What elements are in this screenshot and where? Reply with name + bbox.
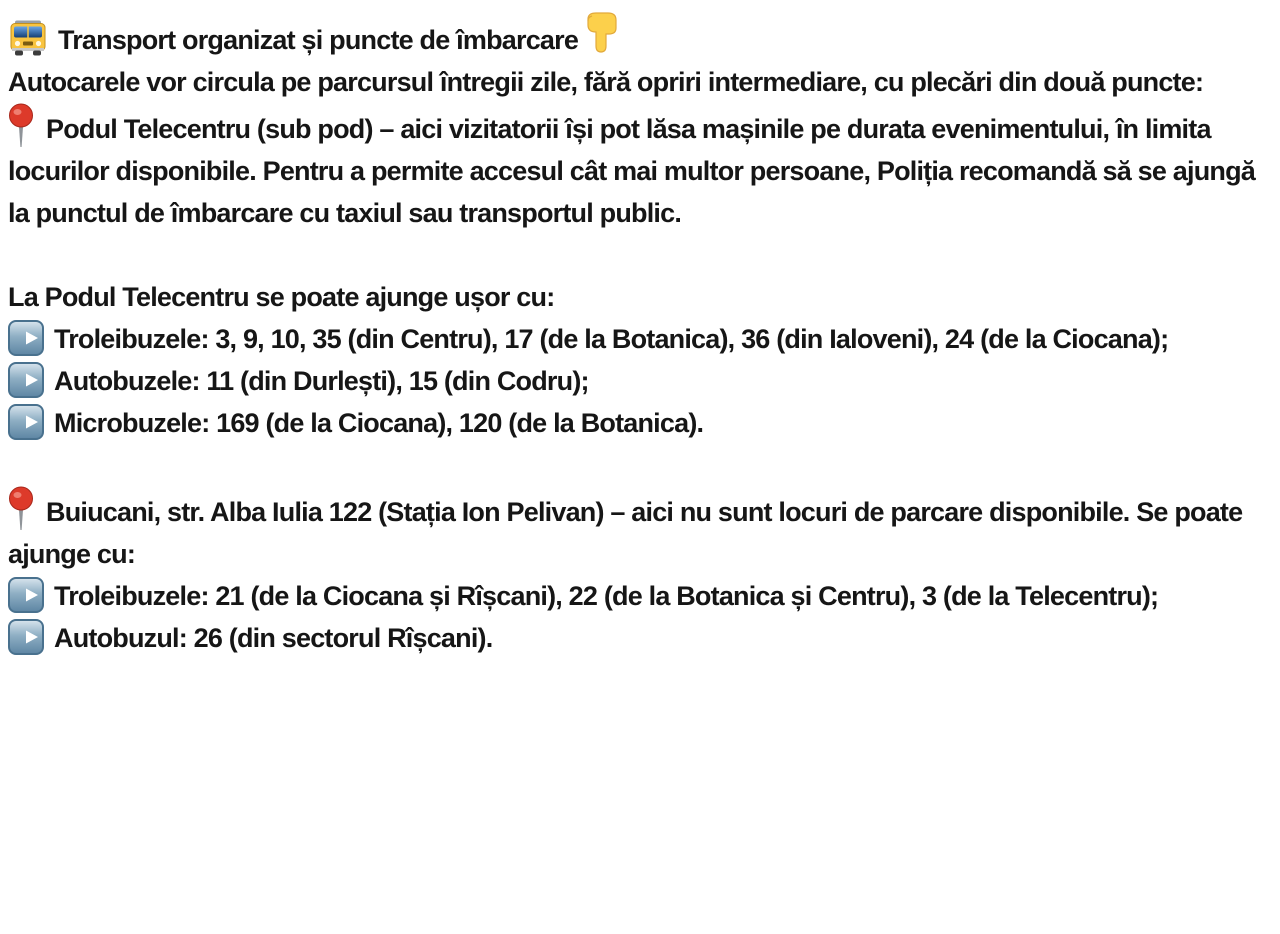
oncoming-bus-icon: [8, 20, 48, 56]
location-1-text: Podul Telecentru (sub pod) – aici vizitatorii își pot lăsa mașinile pe durata evenimentului, în limita locurilor disponibile. Pentru a permite accesul cât mai multor persoane, Poliția recomandă să se ajungă la punctul de îmbarcare cu taxiul sau transportul public.: [8, 114, 1256, 228]
route-text: Autobuzele: 11 (din Durlești), 15 (din Codru);: [54, 366, 589, 396]
route-item: [8, 617, 1270, 659]
location-1-paragraph: [8, 103, 1270, 234]
location-2-text: Buiucani, str. Alba Iulia 122 (Stația Ion Pelivan) – aici nu sunt locuri de parcare disponibile. Se poate ajunge cu:: [8, 497, 1243, 569]
route-item: [8, 318, 1270, 360]
route-text: Troleibuzele: 21 (de la Ciocana și Rîșcani), 22 (de la Botanica și Centru), 3 (de la Telecentru);: [54, 581, 1159, 611]
route-item: [8, 402, 1270, 444]
route-text: Microbuzele: 169 (de la Ciocana), 120 (de la Botanica).: [54, 408, 704, 438]
route-text: Troleibuzele: 3, 9, 10, 35 (din Centru), 17 (de la Botanica), 36 (din Ialoveni), 24 (de la Ciocana);: [54, 324, 1169, 354]
route-text: Autobuzul: 26 (din sectorul Rîșcani).: [54, 623, 493, 653]
round-pushpin-icon: [8, 103, 34, 149]
location-2-paragraph: [8, 486, 1270, 575]
right-arrow-icon: [8, 362, 44, 398]
route-item: [8, 575, 1270, 617]
right-arrow-icon: [8, 619, 44, 655]
backhand-index-pointing-down-icon: [584, 12, 618, 56]
intro-paragraph: Autocarele vor circula pe parcursul întregii zile, fără opriri intermediare, cu plecări din două puncte:: [8, 67, 1204, 97]
location-2-block: [8, 486, 1270, 659]
title-text: Transport organizat și puncte de îmbarcare: [58, 25, 579, 55]
right-arrow-icon: [8, 404, 44, 440]
right-arrow-icon: [8, 320, 44, 356]
route-item: [8, 360, 1270, 402]
access-intro: La Podul Telecentru se poate ajunge ușor cu:: [8, 282, 555, 312]
right-arrow-icon: [8, 577, 44, 613]
article: [8, 12, 1270, 659]
page-title: [8, 12, 1270, 61]
round-pushpin-icon: [8, 486, 34, 532]
location-1-access: [8, 276, 1270, 444]
